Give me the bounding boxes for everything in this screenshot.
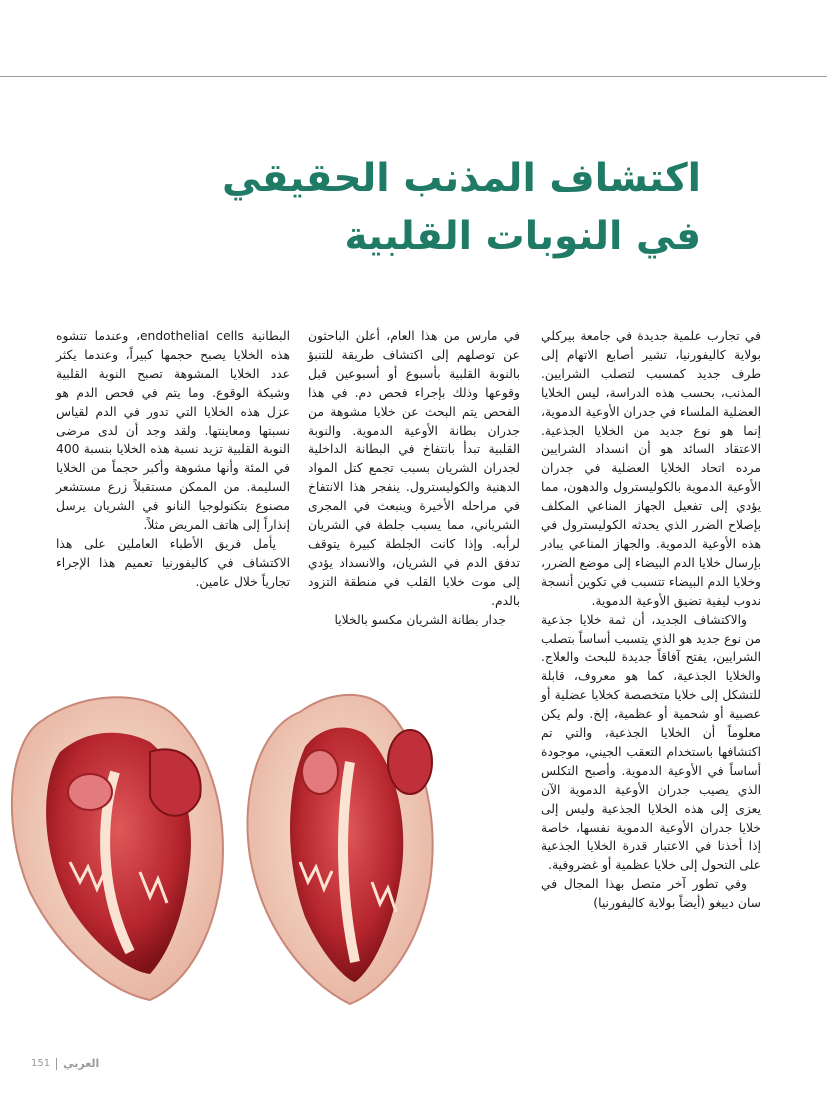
paragraph: البطانية endothelial cells، وعندما تتشوه هذه الخلايا يصبح حجمها كبيراً، وعندما يكثر عدد الخلايا المشوهة تصبح النوبة القلبية وشيكة الوقوع. وما يتم في فحص الدم هو عزل هذه الخلايا التي تدور في الدم لقياس نسبتها ومعاينتها. ولقد وجد أن لدى مرضى النوبة القلبية تزيد نسبة هذه الخلايا بنسبة 400 في المئة وأنها مشوهة وأكبر حجماً من الخلايا السليمة. من الممكن مستقبلاً زرع مستشعر مصنوع بتكنولوجيا النانو في الشريان يرسل إنذاراً إلى هاتف المريض مثلاً. <box>56 329 290 533</box>
paragraph: يأمل فريق الأطباء العاملين على هذا الاكتشاف في كاليفورنيا تعميم هذا الإجراء تجارياً خلال عامين. <box>56 536 290 589</box>
text-column-right <box>541 327 761 913</box>
paragraph: والاكتشاف الجديد، أن ثمة خلايا جذعية من نوع جديد هو الذي يتسبب أساساً بتصلب الشرايين، يفتح آفاقاً جديدة للبحث والعلاج. والخلايا الجذعية، كما هو معروف، قابلة للتشكل إلى خلايا متخصصة كخلايا عضلية أو عصبية أو شحمية أو عظمية، إلخ. ولم يكن معلوماً أن الخلايا الجذعية، والتي تم اكتشافها باستخدام التعقب الجيني، موجودة أساساً في الأوعية الدموية. وأصبح التكلس الذي يصيب جدران الأوعية الدموية الآن يعزى إلى هذه الخلايا الجذعية وليس إلى خلايا جدران الأوعية الدموية نفسها، خاصة إذا أخذنا في الاعتبار قدرة الخلايا الجذعية على التحول إلى خلايا عظمية أو غضروفية. <box>541 612 761 873</box>
magazine-name: العربي <box>63 1057 100 1070</box>
footer-divider <box>56 1058 57 1070</box>
title-line-2: في النوبات القلبية <box>344 214 701 259</box>
heart-section-left <box>12 697 223 1000</box>
paragraph: جدار بطانة الشريان مكسو بالخلايا <box>334 612 506 627</box>
paragraph: وفي تطور آخر متصل بهذا المجال في سان دييغو (أيضاً بولاية كاليفورنيا) <box>541 877 761 911</box>
article-title <box>101 150 701 266</box>
heart-section-right <box>247 695 432 1004</box>
paragraph: في مارس من هذا العام، أعلن الباحثون عن توصلهم إلى اكتشاف طريقة للتنبؤ بالنوبة القلبية بأسبوع أو أسبوعين قبل وقوعها وذلك بإجراء فحص دم. في هذا الفحص يتم البحث عن خلايا مشوهة من جدران بطانة الأوعية الدموية. والنوبة القلبية تبدأ بانتفاخ في البطانة الداخلية لجدران الشريان بسبب تجمع كتل المواد الدهنية والكوليسترول. ينفجر هذا الانتفاخ في مراحله الأخيرة وينبعث في المجرى الشرياني، مما يسبب جلطة في الشريان لرأبه. وإذا كانت الجلطة كبيرة يتوقف تدفق الدم في الشريان، والانسداد يؤدي إلى موت خلايا القلب في منطقة التزود بالدم. <box>308 329 520 608</box>
heart-illustration <box>0 682 450 1012</box>
page-number: 151 <box>31 1058 51 1069</box>
header-rule <box>0 76 827 77</box>
page-footer <box>31 1057 99 1070</box>
paragraph: في تجارب علمية جديدة في جامعة بيركلي بولاية كاليفورنيا، تشير أصابع الاتهام إلى طرف جديد كمسبب لتصلب الشرايين. المذنب، بحسب هذه الدراسة، ليس الخلايا العضلية الملساء في جدران الأوعية الدموية، إنما هو نوع جديد من الخلايا الجذعية. الاعتقاد السائد هو أن انسداد الشرايين مرده اتحاد الخلايا العضلية في جدران الأوعية الدموية بالكوليسترول والدهون، مما يؤدي إلى تفعيل الجهاز المناعي المكلف بإصلاح الضرر الذي يحدثه الكوليسترول في هذه الأوعية الدموية. والجهاز المناعي يبادر بإرسال خلايا الدم البيضاء إلى موضع الضرر، وخلايا الدم البيضاء تتسبب في تكوين أنسجة ندوب ليفية تضيق الأوعية الدموية. <box>541 329 761 608</box>
title-line-1: اكتشاف المذنب الحقيقي <box>221 156 701 201</box>
text-column-middle <box>308 327 520 630</box>
text-column-left <box>56 327 290 592</box>
